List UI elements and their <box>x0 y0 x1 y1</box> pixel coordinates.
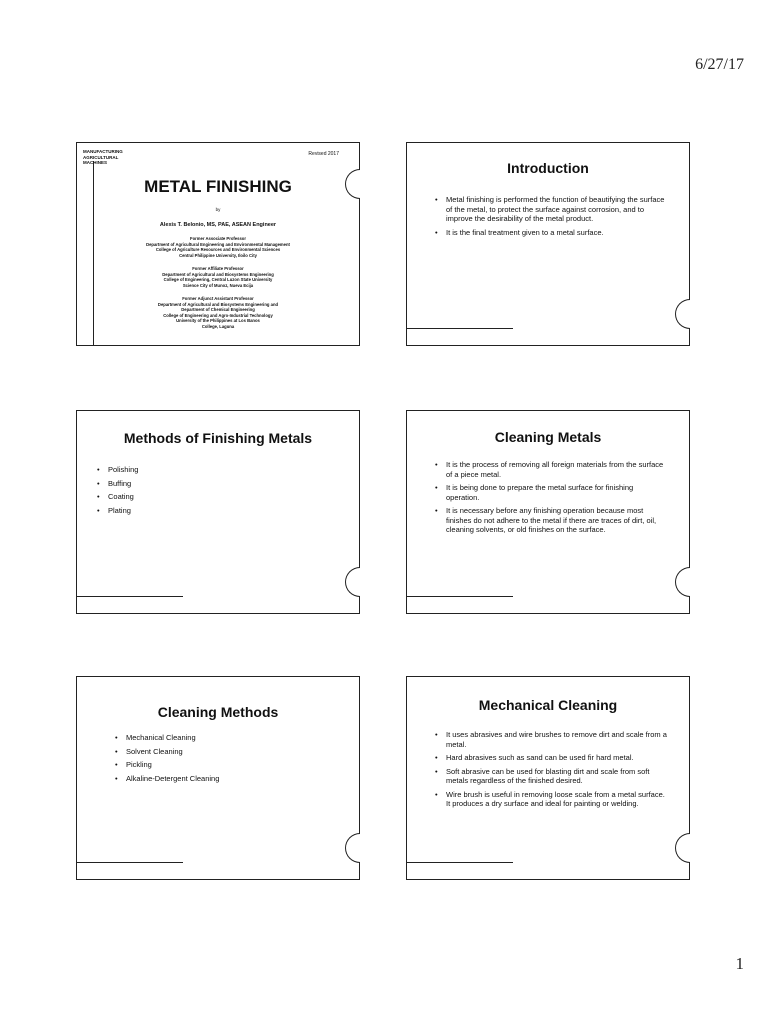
list-item: • Hard abrasives such as sand can be used fir hard metal. <box>435 753 667 763</box>
course-line: AGRICULTURAL <box>83 154 119 160</box>
slide-cleaning-metals <box>406 410 690 614</box>
bullet-list <box>435 195 667 241</box>
list-item: • Soft abrasive can be used for blasting dirt and scale from soft metals regardless of the finished desired. <box>435 767 667 786</box>
affiliation-line: Science City of Munoz, Nueva Ecija <box>182 282 254 288</box>
slide-title <box>76 142 360 346</box>
list-item: • Solvent Cleaning <box>115 747 339 757</box>
affiliation-line: Department of Chemical Engineering <box>181 307 255 313</box>
by-label: by <box>215 207 221 212</box>
affiliation-line: University of the Philippines at Los Banos <box>176 318 260 324</box>
list-item: • It uses abrasives and wire brushes to remove dirt and scale from a metal. <box>435 730 667 749</box>
page-number: 1 <box>735 954 744 973</box>
slide-main-title: METAL FINISHING <box>144 177 292 196</box>
slide-cleaning-methods <box>76 676 360 880</box>
affiliation-line: College of Engineering, Central Luzon State University <box>163 277 273 283</box>
slide-corner-arc <box>675 299 690 329</box>
list-item: • Mechanical Cleaning <box>115 733 339 743</box>
slide-bottom-rule <box>77 862 183 863</box>
affiliation-line: Central Philippine University, Iloilo City <box>179 252 257 258</box>
slide-methods <box>76 410 360 614</box>
bullet-list <box>435 460 667 539</box>
affiliation-line: Former Adjunct Assistant Professor <box>182 296 254 301</box>
slide-introduction <box>406 142 690 346</box>
slide-bottom-rule <box>407 862 513 863</box>
slide-corner-arc <box>675 833 690 863</box>
affiliation-line: Department of Agricultural Engineering and Environmental Management <box>146 241 290 247</box>
slide-bottom-rule <box>407 596 513 597</box>
affiliation-line: College of Engineering and Agro-Industrial Technology <box>163 312 273 318</box>
slide-corner-arc <box>345 833 360 863</box>
list-item: • Pickling <box>115 760 339 770</box>
slide-heading: Cleaning Methods <box>157 704 279 720</box>
page-date: 6/27/17 <box>695 56 744 73</box>
affiliation-line: College of Agriculture Resources and Environmental Sciences <box>155 247 281 253</box>
bullet-list <box>115 733 339 787</box>
list-item: • Buffing <box>97 479 339 489</box>
list-item: • It is being done to prepare the metal surface for finishing operation. <box>435 483 667 502</box>
course-line: MANUFACTURING <box>83 149 123 154</box>
list-item: • Wire brush is useful in removing loose scale from a metal surface. It produces a dry surface and ideal for painting or welding. <box>435 790 667 809</box>
list-item: • It is the process of removing all foreign materials from the surface of a piece metal. <box>435 460 667 479</box>
list-item: • It is necessary before any finishing operation because most finishes do not adhere to the metal if there are traces of dirt, oil, cleaning solvents, or old finishes on the surface. <box>435 506 667 535</box>
list-item: • Coating <box>97 492 339 502</box>
slide-heading: Methods of Finishing Metals <box>123 430 313 446</box>
list-item: • It is the final treatment given to a metal surface. <box>435 228 667 238</box>
slide-heading: Cleaning Metals <box>494 429 602 445</box>
slide-heading: Mechanical Cleaning <box>478 697 618 713</box>
course-label <box>83 149 123 166</box>
slide-heading: Introduction <box>507 160 589 176</box>
bullet-list <box>435 730 667 813</box>
slide-bottom-rule <box>407 328 513 329</box>
affiliation-block <box>77 236 359 258</box>
affiliation-block <box>77 296 359 330</box>
affiliation-line: College, Laguna <box>201 323 235 329</box>
affiliation-block <box>77 266 359 288</box>
list-item: • Polishing <box>97 465 339 475</box>
course-line: MACHINES <box>83 160 108 165</box>
list-item: • Metal finishing is performed the function of beautifying the surface of the metal, to protect the surface against corrosion, and to improve the desirability of the metal product. <box>435 195 667 224</box>
affiliation-line: Department of Agricultural and Biosystems Engineering and <box>157 301 279 307</box>
revised-label: Revised 2017 <box>308 151 339 157</box>
slide-corner-arc <box>675 567 690 597</box>
list-item: • Plating <box>97 506 339 516</box>
slide-corner-arc <box>345 567 360 597</box>
slide-bottom-rule <box>77 596 183 597</box>
affiliation-line: Former Associate Professor <box>190 236 246 241</box>
list-item: • Alkaline-Detergent Cleaning <box>115 774 339 784</box>
slide-mechanical-cleaning <box>406 676 690 880</box>
bullet-list <box>97 465 339 519</box>
affiliation-line: Department of Agricultural and Biosystems Engineering <box>162 271 274 277</box>
author-name: Alexis T. Belonio, MS, PAE, ASEAN Engineer <box>159 222 277 228</box>
affiliation-line: Former Affiliate Professor <box>192 266 244 271</box>
